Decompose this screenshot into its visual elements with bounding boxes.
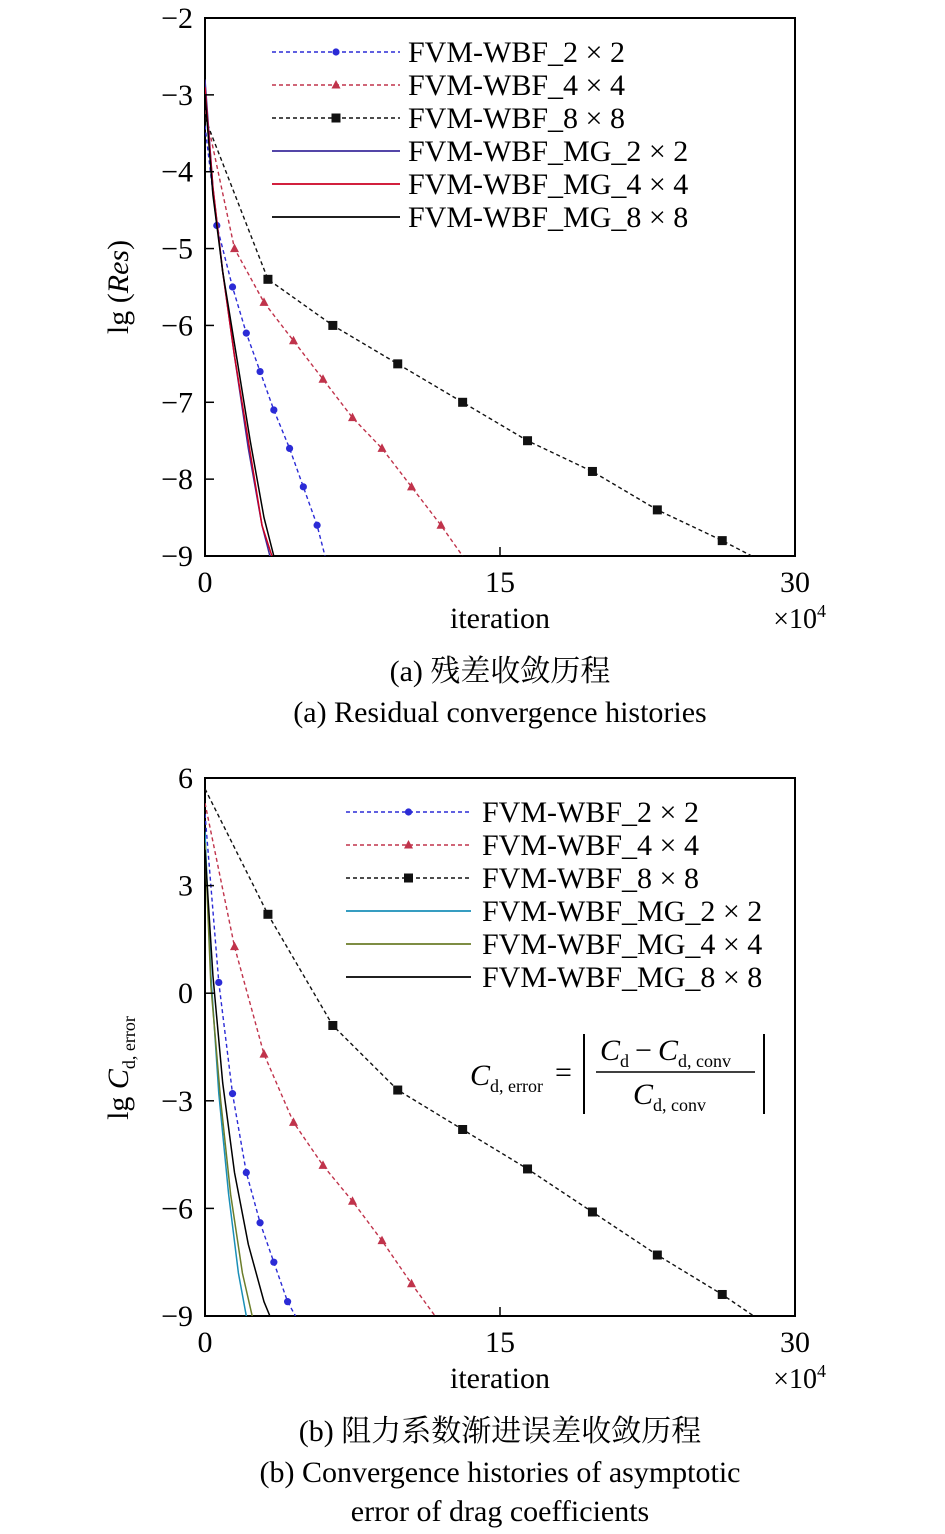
panel-b-x-axis-label: iteration (450, 1362, 550, 1395)
panel-a-legend (272, 36, 688, 234)
data-point (263, 910, 272, 919)
y-tick-label: 3 (178, 869, 193, 903)
data-point (230, 942, 239, 951)
formula-lhs: $C_{d, error}$ (470, 1059, 543, 1096)
data-point (230, 244, 239, 253)
data-point (270, 1259, 277, 1266)
legend-marker (332, 48, 339, 55)
y-tick-label: 0 (178, 977, 193, 1011)
data-point (348, 1196, 357, 1205)
series-line-1 (205, 814, 296, 1316)
legend-label-4: FVM-WBF_MG_2 × 2 (482, 895, 763, 928)
x-tick-label: 0 (197, 1326, 213, 1359)
data-point (378, 1236, 387, 1245)
data-point (229, 1090, 236, 1097)
series-line-1 (205, 126, 325, 556)
data-point (256, 1219, 263, 1226)
panel-b-caption-en-line2: error of drag coefficients (350, 1495, 650, 1528)
y-tick-label: −5 (161, 232, 193, 266)
data-point (300, 483, 307, 490)
y-tick-label: −2 (161, 2, 193, 35)
panel-a-chart (102, 2, 826, 635)
legend-label-6: FVM-WBF_MG_8 × 8 (482, 961, 763, 994)
legend-label-2: FVM-WBF_4 × 4 (482, 829, 699, 862)
data-point (393, 359, 402, 368)
panel-a-x-multiplier: $\times 10^4$ (773, 601, 826, 635)
panel-a-caption-cn: (a) 残差收敛历程 (389, 655, 611, 688)
data-point (215, 979, 222, 986)
panel-a-x-axis (198, 547, 811, 599)
data-point (458, 398, 467, 407)
data-point (328, 1021, 337, 1030)
legend-label-1: FVM-WBF_2 × 2 (408, 36, 625, 69)
x-tick-label: 15 (485, 1326, 515, 1359)
data-point (243, 1169, 250, 1176)
y-tick-label: −4 (161, 155, 193, 189)
legend-label-4: FVM-WBF_MG_2 × 2 (408, 135, 689, 168)
y-tick-label: −6 (161, 309, 193, 343)
formula-numerator: $C_d - C_{d, conv}$ (600, 1034, 731, 1071)
legend-marker (404, 874, 413, 883)
legend-marker (332, 114, 341, 123)
y-tick-label: 6 (178, 762, 193, 795)
panel-b-x-axis (198, 1307, 811, 1359)
data-point (260, 297, 269, 306)
formula-equals: = (555, 1056, 572, 1089)
panel-b-chart (102, 762, 826, 1395)
data-point (718, 1290, 727, 1299)
data-point (314, 522, 321, 529)
data-point (270, 406, 277, 413)
series-line-4 (205, 832, 246, 1316)
legend-label-2: FVM-WBF_4 × 4 (408, 69, 625, 102)
data-point (437, 520, 446, 529)
x-tick-label: 30 (780, 566, 810, 599)
data-point (284, 1298, 291, 1305)
panel-a-y-axis-label: lg (Res) (102, 239, 135, 335)
y-tick-label: −3 (161, 78, 193, 112)
series-line-5 (205, 87, 272, 556)
data-point (328, 321, 337, 330)
legend-label-5: FVM-WBF_MG_4 × 4 (408, 168, 689, 201)
data-point (653, 1251, 662, 1260)
data-point (458, 1125, 467, 1134)
panel-b-y-axis-label: $\lg C_{d, error}$ (102, 1016, 139, 1120)
legend-marker (332, 80, 341, 89)
y-tick-label: −6 (161, 1192, 193, 1226)
series-line-2 (205, 803, 435, 1316)
series-line-4 (205, 80, 270, 557)
y-tick-label: −3 (161, 1084, 193, 1118)
x-tick-label: 30 (780, 1326, 810, 1359)
series-line-6 (205, 95, 274, 556)
y-tick-label: −8 (161, 463, 193, 497)
data-point (256, 368, 263, 375)
x-tick-label: 0 (197, 566, 213, 599)
data-point (393, 1086, 402, 1095)
y-tick-label: −7 (161, 386, 193, 420)
panel-b-caption-cn: (b) 阻力系数渐进误差收敛历程 (298, 1415, 702, 1448)
y-tick-label: −9 (161, 540, 193, 573)
data-point (260, 1049, 269, 1058)
y-tick-label: −9 (161, 1300, 193, 1333)
data-point (263, 275, 272, 284)
legend-label-5: FVM-WBF_MG_4 × 4 (482, 928, 763, 961)
legend-label-3: FVM-WBF_8 × 8 (482, 862, 699, 895)
panel-a-x-axis-label: iteration (450, 602, 550, 635)
panel-b-caption-en-line1: (b) Convergence histories of asymptotic (259, 1456, 741, 1489)
legend-label-1: FVM-WBF_2 × 2 (482, 796, 699, 829)
x-tick-label: 15 (485, 566, 515, 599)
series-line-6 (205, 850, 270, 1316)
data-point (286, 445, 293, 452)
data-point (588, 1207, 597, 1216)
series-line-5 (205, 843, 252, 1316)
data-point (523, 436, 532, 445)
formula-denominator: $C_{d, conv}$ (633, 1078, 707, 1115)
data-point (229, 283, 236, 290)
data-point (243, 330, 250, 337)
panel-a-caption-en: (a) Residual convergence histories (293, 696, 707, 729)
data-point (289, 1117, 298, 1126)
data-point (718, 536, 727, 545)
panel-b-x-multiplier: $\times 10^4$ (773, 1361, 826, 1395)
drag-error-formula (470, 1034, 764, 1115)
data-point (653, 505, 662, 514)
legend-label-6: FVM-WBF_MG_8 × 8 (408, 201, 689, 234)
data-point (588, 467, 597, 476)
data-point (523, 1164, 532, 1173)
legend-marker (404, 840, 413, 849)
panel-b-legend (346, 796, 762, 994)
legend-marker (405, 808, 412, 815)
legend-label-3: FVM-WBF_8 × 8 (408, 102, 625, 135)
